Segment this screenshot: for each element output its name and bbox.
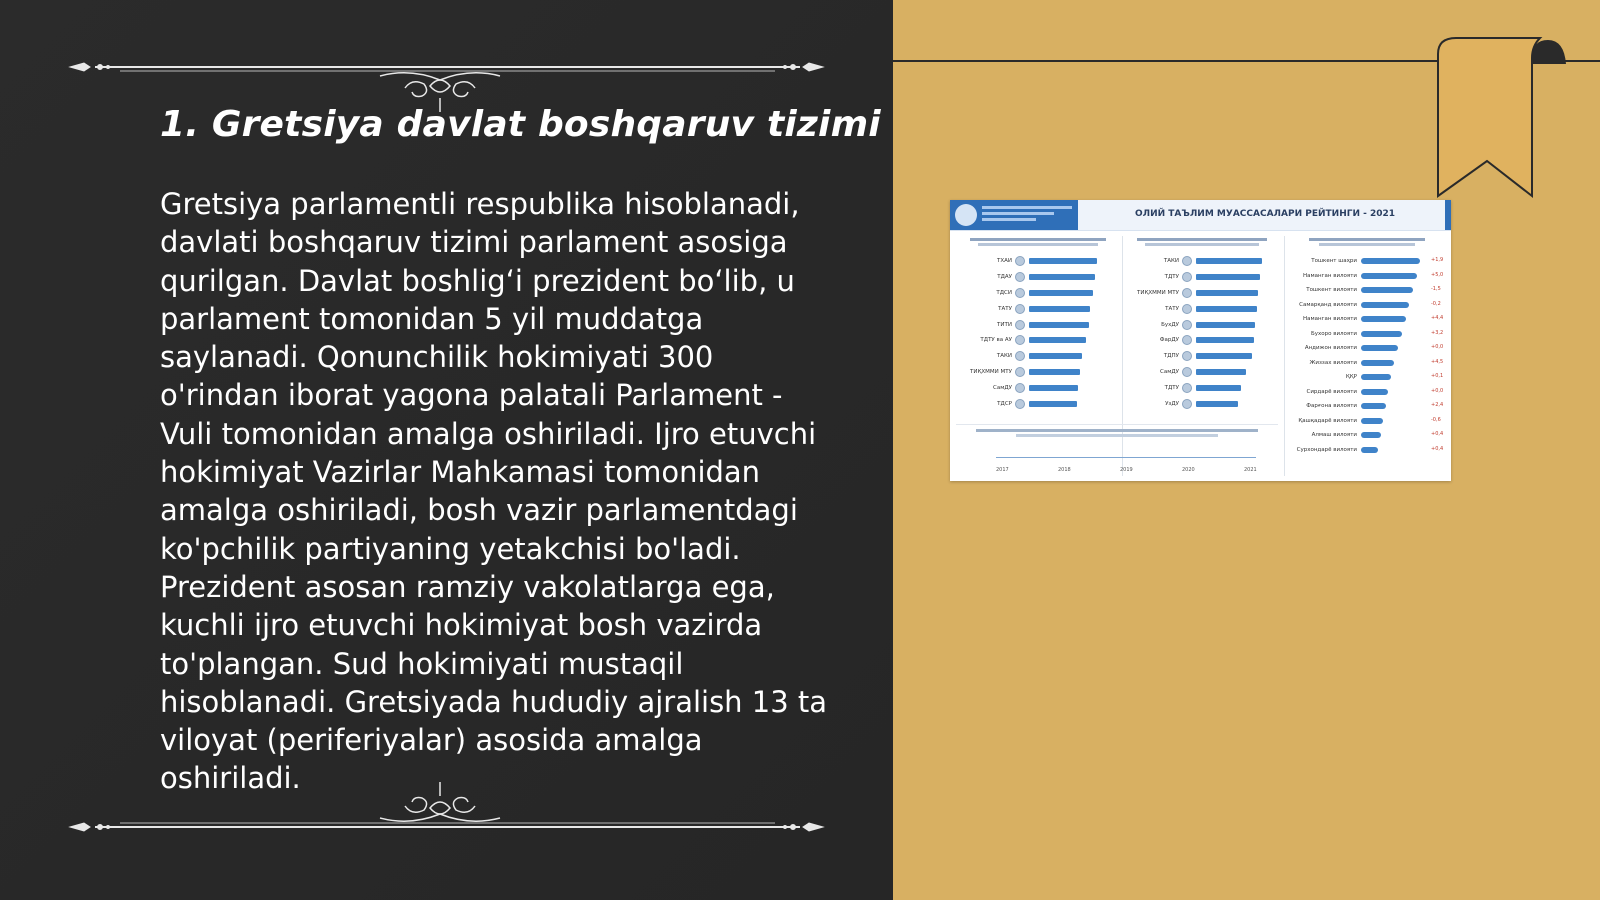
ranking-label: ТИТИ (997, 321, 1012, 328)
ranking-label: ТИҚХММИ МТУ (1137, 289, 1179, 296)
region-label: Бухоро вилояти (1310, 330, 1357, 337)
region-bar (1361, 360, 1394, 366)
infographic-title: ОЛИЙ ТАЪЛИМ МУАССАСАЛАРИ РЕЙТИНГИ - 2021 (1134, 209, 1396, 219)
ranking-row (1123, 365, 1281, 381)
region-label: Тошкент вилояти (1306, 287, 1357, 293)
year-label: 2020 (1182, 467, 1195, 473)
region-label: Сурхондарё вилояти (1296, 446, 1357, 453)
ratings-infographic (950, 200, 1451, 481)
ranking-label: ТДТУ (1164, 385, 1179, 392)
ranking-bar (1029, 385, 1078, 391)
ranking-row (1123, 397, 1281, 413)
university-logo-icon (1182, 399, 1192, 409)
ranking-label: ТДСР (997, 401, 1012, 408)
region-label: Қашқадарё вилояти (1298, 417, 1357, 424)
ranking-row (1123, 333, 1281, 349)
ranking-row (1123, 302, 1281, 318)
column-1-header (956, 236, 1120, 254)
ranking-bar (1196, 290, 1258, 296)
region-delta: -0,2 (1431, 300, 1441, 307)
ranking-row (956, 365, 1120, 381)
trend-footer (956, 424, 1278, 477)
ranking-bar (1196, 274, 1260, 280)
region-row (1285, 443, 1449, 458)
ranking-label: ФарДУ (1159, 337, 1179, 344)
region-row (1285, 298, 1449, 313)
ranking-label: СамДУ (992, 385, 1012, 392)
ranking-bar (1029, 353, 1082, 359)
university-logo-icon (1015, 399, 1025, 409)
region-delta: +2,4 (1431, 402, 1444, 408)
region-bar (1361, 302, 1409, 308)
region-bar (1361, 447, 1378, 453)
ranking-bar (1196, 306, 1257, 312)
region-label: Наманган вилояти (1302, 272, 1357, 279)
region-bar (1361, 403, 1386, 409)
ranking-label: ТАКИ (996, 353, 1012, 360)
emblem-icon (955, 204, 977, 226)
ranking-row (956, 254, 1120, 270)
region-delta: +4,5 (1431, 358, 1444, 365)
ranking-bar (1029, 401, 1077, 407)
ranking-label: ТДТУ ва АУ (980, 337, 1012, 344)
bookmark-ribbon-icon (1430, 36, 1590, 201)
region-bar (1361, 432, 1381, 438)
region-bar (1361, 374, 1391, 380)
ranking-bar (1196, 353, 1252, 359)
ranking-row (956, 381, 1120, 397)
region-row (1285, 414, 1449, 429)
column-2-header (1123, 236, 1281, 254)
region-delta: +0,4 (1431, 445, 1444, 452)
ranking-bar (1029, 369, 1080, 375)
region-row (1285, 341, 1449, 356)
university-logo-icon (1015, 304, 1025, 314)
year-label: 2019 (1120, 467, 1133, 473)
ranking-row (1123, 286, 1281, 302)
region-label: Тошкент шаҳри (1311, 258, 1357, 264)
university-logo-icon (1182, 351, 1192, 361)
university-logo-icon (1015, 383, 1025, 393)
ranking-row (1123, 381, 1281, 397)
ranking-row (956, 302, 1120, 318)
ranking-bar (1196, 401, 1238, 407)
region-row (1285, 356, 1449, 371)
region-label: Сирдарё вилояти (1306, 388, 1357, 395)
ranking-label: ТХАИ (996, 258, 1012, 264)
region-bar (1361, 316, 1406, 322)
region-row (1285, 399, 1449, 414)
ranking-bar (1029, 258, 1097, 264)
column-3-header (1285, 236, 1449, 254)
ranking-column-3 (1284, 236, 1449, 476)
ranking-bar (1029, 290, 1093, 296)
region-row (1285, 370, 1449, 385)
ranking-row (956, 270, 1120, 286)
region-row (1285, 327, 1449, 342)
ranking-bar (1029, 274, 1095, 280)
university-logo-icon (1015, 351, 1025, 361)
region-label: Самарқанд вилояти (1299, 301, 1357, 308)
ranking-label: УзДУ (1165, 401, 1179, 408)
university-logo-icon (1182, 304, 1192, 314)
region-bar (1361, 331, 1402, 337)
region-delta: +4,4 (1431, 315, 1444, 321)
region-delta: -1,5 (1431, 286, 1441, 292)
university-logo-icon (1015, 272, 1025, 282)
ranking-label: ТДСИ (996, 289, 1012, 296)
region-label: Фарғона вилояти (1306, 403, 1357, 409)
ranking-row (956, 349, 1120, 365)
region-row (1285, 283, 1449, 298)
ranking-bar (1196, 369, 1246, 375)
ranking-row (1123, 254, 1281, 270)
ranking-bar (1029, 306, 1090, 312)
region-bar (1361, 345, 1398, 351)
ranking-row (956, 286, 1120, 302)
infographic-header (950, 200, 1451, 231)
region-label: Андижон вилояти (1304, 345, 1357, 351)
university-logo-icon (1182, 256, 1192, 266)
region-row (1285, 254, 1449, 269)
slide-title: 1. Gretsiya davlat boshqaruv tizimi (160, 104, 881, 145)
ranking-row (956, 318, 1120, 334)
region-label: ҚҚР (1345, 374, 1357, 380)
region-bar (1361, 258, 1420, 264)
ranking-bar (1196, 322, 1255, 328)
region-row (1285, 385, 1449, 400)
ranking-label: ТИҚХММИ МТУ (970, 369, 1012, 376)
region-delta: +3,2 (1431, 329, 1444, 336)
region-delta: +0,0 (1431, 344, 1444, 350)
ranking-row (956, 397, 1120, 413)
region-delta: +5,0 (1431, 271, 1444, 278)
region-row (1285, 312, 1449, 327)
university-logo-icon (1015, 367, 1025, 377)
university-logo-icon (1015, 288, 1025, 298)
ranking-label: БухДУ (1161, 321, 1179, 328)
ranking-row (1123, 318, 1281, 334)
region-delta: -0,6 (1431, 416, 1441, 423)
ranking-label: ТАТУ (998, 305, 1012, 312)
ranking-label: СамДУ (1159, 369, 1179, 376)
ranking-label: ТДТУ (1164, 273, 1179, 280)
university-logo-icon (1182, 320, 1192, 330)
ministry-logo (950, 200, 1078, 230)
region-label: Наманган вилояти (1302, 316, 1357, 322)
region-bar (1361, 287, 1413, 293)
ranking-label: ТАТУ (1165, 305, 1179, 312)
region-delta: +1,9 (1431, 257, 1444, 263)
region-row (1285, 428, 1449, 443)
region-bar (1361, 389, 1388, 395)
ranking-label: ТДАУ (997, 273, 1012, 280)
university-logo-icon (1182, 335, 1192, 345)
ranking-bar (1196, 258, 1262, 264)
ranking-bar (1029, 322, 1089, 328)
university-logo-icon (1182, 272, 1192, 282)
year-label: 2018 (1058, 467, 1071, 473)
ranking-row (1123, 349, 1281, 365)
region-bar (1361, 273, 1417, 279)
year-label: 2017 (996, 467, 1009, 473)
ranking-row (1123, 270, 1281, 286)
region-label: Алмаш вилояти (1311, 432, 1357, 438)
region-delta: +0,0 (1431, 387, 1444, 394)
year-label: 2021 (1244, 467, 1257, 473)
ranking-label: ТАКИ (1163, 258, 1179, 264)
university-logo-icon (1182, 383, 1192, 393)
university-logo-icon (1015, 256, 1025, 266)
region-row (1285, 269, 1449, 284)
region-delta: +0,1 (1431, 373, 1444, 379)
university-logo-icon (1182, 288, 1192, 298)
ranking-label: ТДПУ (1163, 353, 1179, 360)
region-label: Жиззах вилояти (1309, 359, 1357, 366)
university-logo-icon (1182, 367, 1192, 377)
ranking-bar (1196, 337, 1254, 343)
ranking-bar (1196, 385, 1241, 391)
ranking-bar (1029, 337, 1086, 343)
university-logo-icon (1015, 320, 1025, 330)
region-bar (1361, 418, 1383, 424)
ranking-row (956, 333, 1120, 349)
university-logo-icon (1015, 335, 1025, 345)
slide-body-text: Gretsiya parlamentli respublika hisoblanadi, davlati boshqaruv tizimi parlament asosiga qurilgan. Davlat boshlig‘i prezident bo‘lib, u parlament tomonidan 5 yil muddatga saylanadi. Qonunchilik hokimiyati 300 o'rindan iborat yagona palatali Parlament - Vuli tomonidan amalga oshiriladi. Ijro etuvchi hokimiyat Vazirlar Mahkamasi tomonidan amalga oshiriladi, bosh vazir parlamentdagi ko'pchilik partiyaning yetakchisi bo'ladi. Prezident asosan ramziy vakolatlarga ega, kuchli ijro etuvchi hokimiyat bosh vazirda to'plangan. Sud hokimiyati mustaqil hisoblanadi. Gretsiyada hududiy ajralish 13 ta viloyat (periferiyalar) asosida amalga oshiriladi. (160, 187, 828, 796)
region-delta: +0,4 (1431, 431, 1444, 437)
